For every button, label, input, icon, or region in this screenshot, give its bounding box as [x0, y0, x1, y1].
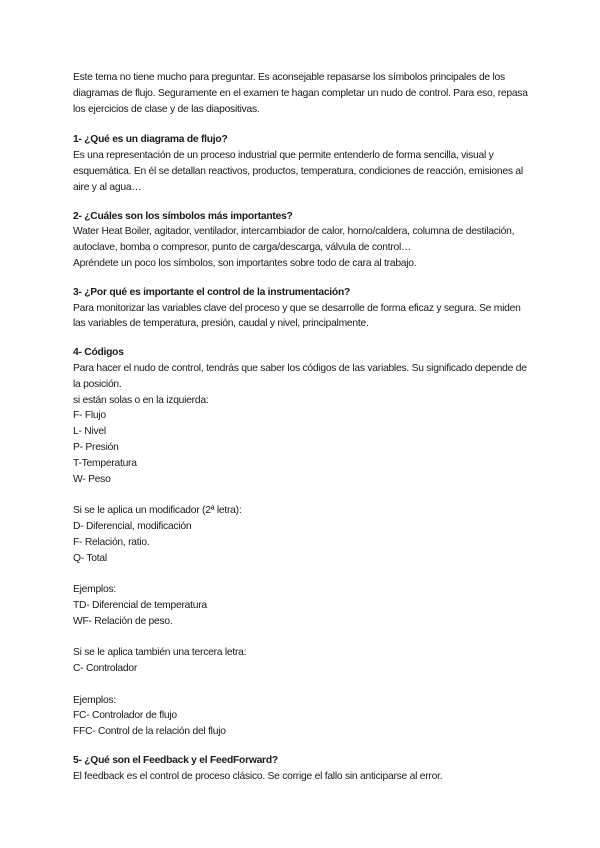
document-page	[73, 70, 533, 785]
modifier-list-item: D- Diferencial, modificación	[73, 520, 192, 532]
section-2	[73, 209, 533, 272]
section-4	[73, 345, 533, 740]
modifier-intro: Si se le aplica un modificador (2ª letra):	[73, 505, 242, 517]
section-2-note: Apréndete un poco los símbolos, son importantes sobre todo de cara al trabajo.	[73, 257, 417, 269]
third-letter-intro: Si se le aplica también una tercera letra:	[73, 647, 247, 659]
section-5-body: El feedback es el control de proceso clásico. Se corrige el fallo sin anticiparse al error.	[73, 770, 443, 782]
section-2-body: Water Heat Boiler, agitador, ventilador, intercambiador de calor, horno/caldera, columna de destilación, autoclave, bomba o compresor, punto de carga/descarga, válvula de control…	[73, 226, 515, 254]
section-4-body: Para hacer el nudo de control, tendrás que saber los códigos de las variables. Su significado depende de la posición.	[73, 362, 527, 390]
code-list-item: W- Peso	[73, 473, 111, 485]
modifier-list-item: Q- Total	[73, 552, 107, 564]
first-letter-intro: si están solas o en la izquierda:	[73, 394, 209, 406]
code-list-item: T-Temperatura	[73, 457, 137, 469]
example-item: TD- Diferencial de temperatura	[73, 599, 207, 611]
section-5	[73, 753, 533, 785]
example-item: WF- Relación de peso.	[73, 615, 173, 627]
section-3-body: Para monitorizar las variables clave del proceso y que se desarrolle de forma eficaz y segura. Se miden las variables de temperatura, presión, caudal y nivel, principalmente.	[73, 302, 521, 330]
intro-paragraph: Este tema no tiene mucho para preguntar. Es aconsejable repasarse los símbolos principales de los diagramas de flujo. Seguramente en el examen te hagan completar un nudo de control. Para eso, repasa los ejercicios de clase y de las diapositivas.	[73, 72, 528, 115]
code-list-item: L- Nivel	[73, 426, 106, 438]
section-4-heading: 4- Códigos	[73, 347, 124, 359]
section-3-heading: 3- ¿Por qué es importante el control de la instrumentación?	[73, 286, 351, 298]
examples-label: Ejemplos:	[73, 584, 116, 596]
section-1-heading: 1- ¿Qué es un diagrama de flujo?	[73, 134, 228, 146]
modifier-list-item: F- Relación, ratio.	[73, 536, 150, 548]
third-letter-item: C- Controlador	[73, 663, 138, 675]
code-list-item: P- Presión	[73, 441, 119, 453]
example-item: FFC- Control de la relación del flujo	[73, 726, 226, 738]
code-list-item: F- Flujo	[73, 410, 106, 422]
section-3	[73, 285, 533, 332]
section-5-heading: 5- ¿Qué son el Feedback y el FeedForward?	[73, 755, 278, 767]
section-1	[73, 132, 533, 195]
section-2-heading: 2- ¿Cuáles son los símbolos más importantes?	[73, 210, 293, 222]
example-item: FC- Controlador de flujo	[73, 710, 177, 722]
section-1-body: Es una representación de un proceso industrial que permite entenderlo de forma sencilla, visual y esquemática. En él se detallan reactivos, productos, temperatura, condiciones de reacción, emisiones al aire y al agua…	[73, 150, 523, 193]
examples-label: Ejemplos:	[73, 694, 116, 706]
